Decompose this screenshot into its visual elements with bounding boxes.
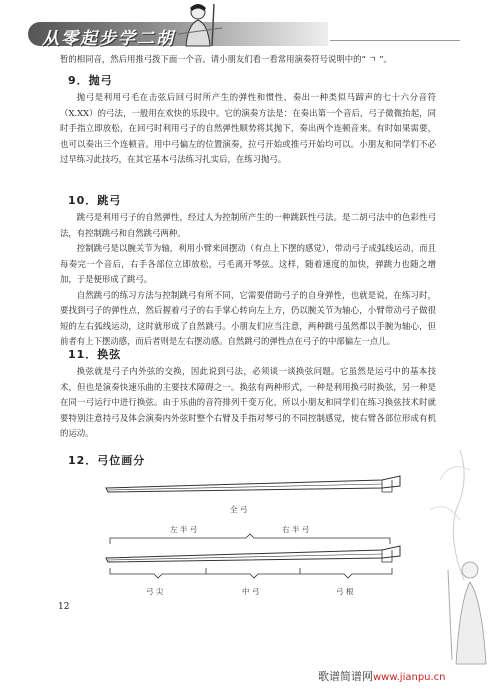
paragraph: 换弦就是弓子内外弦的交换，因此说到弓法，必须谈一谈换弦问题。它虽然是运弓中的基本技术，但也是演奏快速乐曲的主要技术障碍之一。换弦有两种形式，一种是利用换弓时换弦，另一种是在同一弓运行中进行换弦。由于乐曲的音符排列千变万化，所以小朋友和同学们在练习换弦技术时就要特别注意持弓及体会演奏内外弦时整个右臂及手指对琴弓的不同控制感觉，使右臂各部位形成有机的运动。 xyxy=(60,366,436,438)
page-number: 12 xyxy=(58,602,70,612)
paragraph: 控制跳弓是以腕关节为轴，利用小臂来回摆动（有点上下摆的感觉），带动弓子成弧线运动，而且每奏完一个音后，右手各部位立即放松，弓毛离开琴弦。这样，随着速度的加快，弹跳力也随之增加，于是便形成了跳弓。 xyxy=(60,243,436,284)
section-title-12: 12．弓位画分 xyxy=(68,454,146,467)
section-body-10 xyxy=(60,210,436,350)
section-body-11 xyxy=(60,364,436,442)
section-title-10: 10．跳弓 xyxy=(68,194,122,207)
erhu-player-icon xyxy=(168,2,228,48)
banner-title: 从零起步学二胡 xyxy=(42,29,175,49)
left-half-label: 左 半 弓 xyxy=(170,525,198,534)
divided-bow-drawing xyxy=(106,546,400,562)
paragraph: 自然跳弓的练习方法与控制跳弓有所不同，它需要借助弓子的自身弹性，也就是说，在练习时，要找到弓子的弹性点，然后握着弓子的右手掌心转向左上方，仍以腕关节为轴心，小臂带动弓子做很短的左右弧线运动，这时就形成了自然跳弓。小朋友们应当注意，两种跳弓虽然都以手腕为轴心，但前者有上下摆动感，而后者则是左右摆动感。自然跳弓的弹性点在弓子的中部偏左一点儿。 xyxy=(60,289,436,346)
thirds-brace xyxy=(110,568,392,578)
paragraph: 跳弓是利用弓子的自然弹性，经过人为控制所产生的一种跳跃性弓法。是二胡弓法中的色彩性弓法，有控制跳弓和自然跳弓两种。 xyxy=(60,212,436,238)
section-title-11: 11．换弦 xyxy=(68,348,122,361)
section-title-9: 9．抛弓 xyxy=(68,74,113,87)
header-banner xyxy=(0,0,490,50)
middle-label: 中 弓 xyxy=(242,587,260,596)
intro-line: 暂的相同音，然后用推弓拨下面一个音。请小朋友们看一看常用演奏符号说明中的“ ㄱ ”。 xyxy=(60,54,392,64)
footer-site-name: 歌谱简谱网 xyxy=(318,670,373,683)
frog-label: 弓 根 xyxy=(336,587,354,596)
half-brace xyxy=(110,534,390,544)
paragraph: 抛弓是利用弓毛在击弦后回弓时所产生的弹性和惯性，奏出一种类似马蹄声的七十六分音符（X.XX）的弓法，一般用在欢快的乐段中。它的演奏方法是：在奏出第一个音后，弓子微微抬起，同时手指立即放松，在回弓时利用弓子的自然弹性顺势将其抛下，奏出两个连顿音来。有时如果需要，也可以奏出三个连顿音。用中弓偏左的位置演奏，拉弓开始或推弓开始均可以。小朋友和同学们不必过早练习此技巧，在其它基本弓法练习扎实后，在练习抛弓。 xyxy=(60,92,436,164)
bow-division-diagram xyxy=(100,472,420,607)
full-bow-label: 全 弓 xyxy=(230,505,248,514)
footer-url[interactable]: www.jianpu.cn xyxy=(373,672,446,683)
tip-label: 弓 尖 xyxy=(146,587,164,596)
decorative-figure-icon xyxy=(400,420,490,670)
banner-rule xyxy=(330,40,460,41)
right-half-label: 右 半 弓 xyxy=(282,525,310,534)
section-body-9 xyxy=(60,90,436,168)
site-footer xyxy=(318,668,446,684)
full-bow-drawing xyxy=(106,476,400,492)
